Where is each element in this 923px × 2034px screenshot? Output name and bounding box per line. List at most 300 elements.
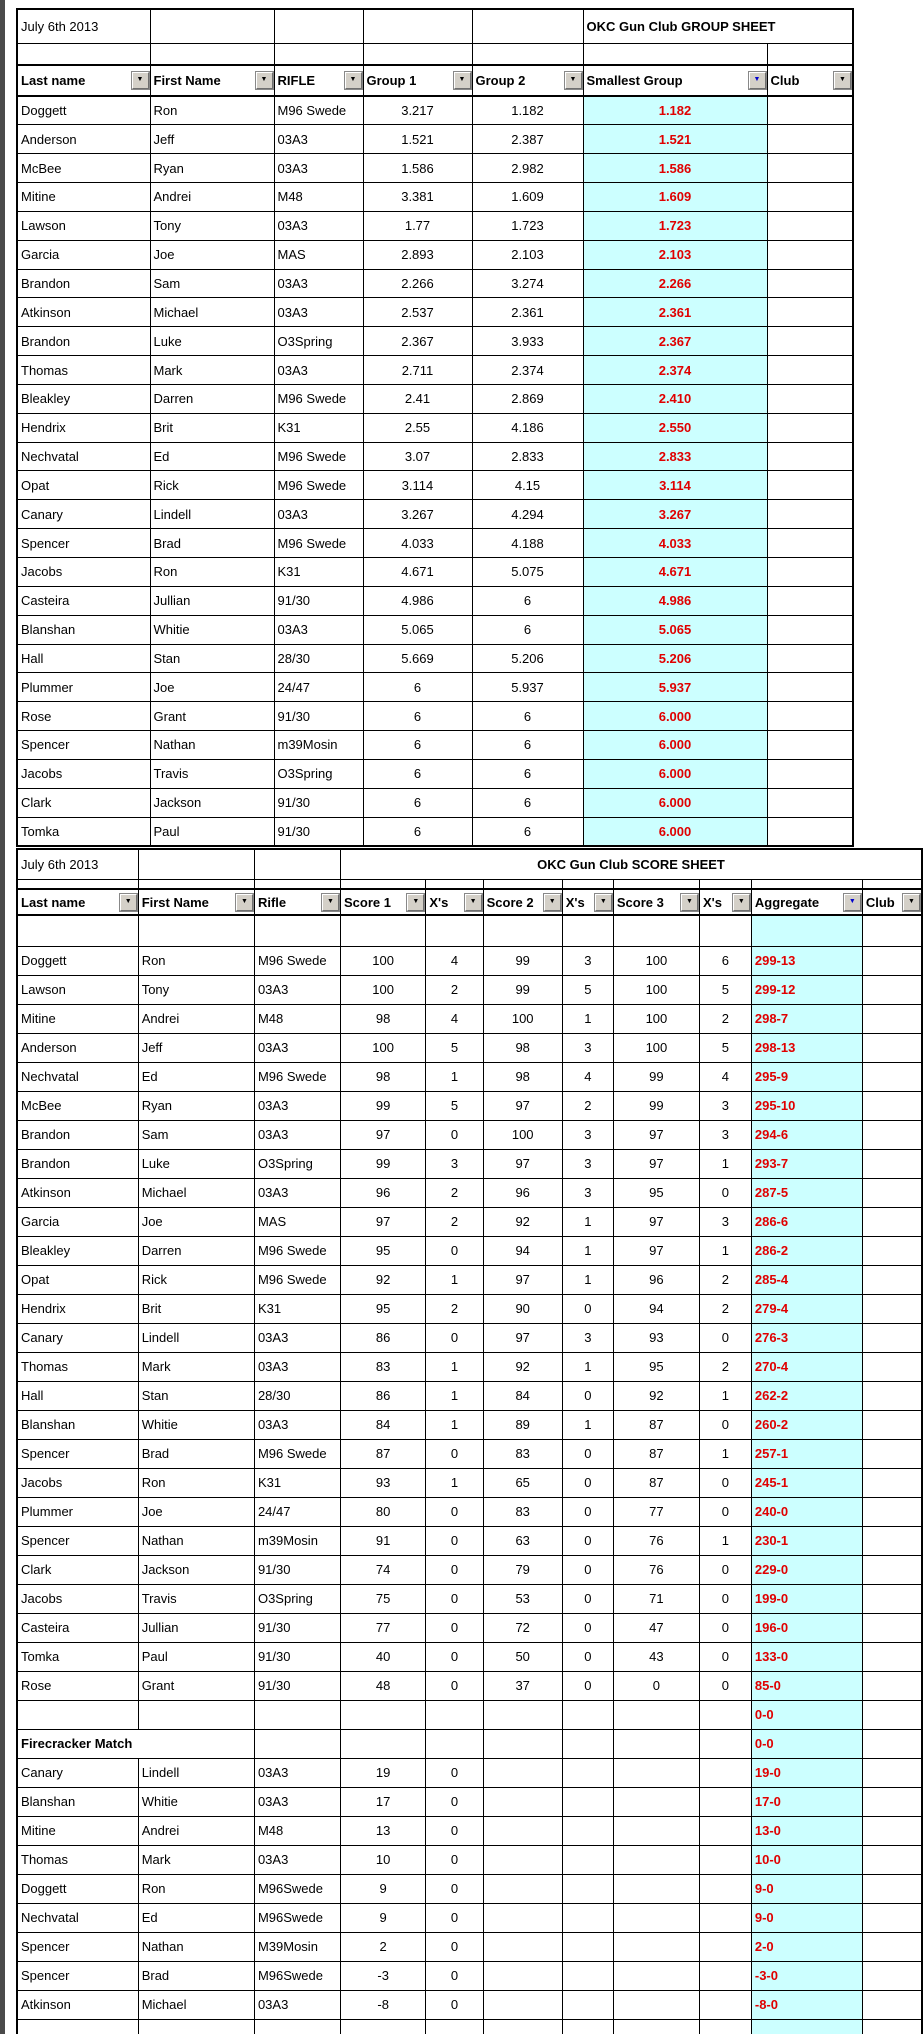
cell: Whitie [138,1410,254,1439]
score-sheet-date: July 6th 2013 [17,849,138,879]
cell: Brad [138,1439,254,1468]
table-row [17,1526,922,1555]
cell: Blanshan [17,615,150,644]
cell [862,1845,922,1874]
cell: 4.986 [583,586,767,615]
cell: 98 [340,1004,425,1033]
column-header-content [344,894,424,911]
cell: Ron [138,1468,254,1497]
cell: M48 [254,1816,340,1845]
cell: Rick [138,1265,254,1294]
cell: Bleakley [17,384,150,413]
cell [562,1874,613,1903]
cell: 5 [426,1033,483,1062]
column-header-label: Group 1 [366,73,417,88]
cell: 97 [613,1236,699,1265]
cell: 0 [426,1439,483,1468]
table-row [17,1671,922,1700]
column-header-label: Score 3 [616,894,664,910]
cell: 5.065 [363,615,472,644]
table-row [17,1468,922,1497]
cell: Lindell [138,1758,254,1787]
cell: Ed [150,442,274,471]
cell: Thomas [17,1845,138,1874]
cell: Andrei [138,1816,254,1845]
column-header-content [21,72,149,89]
cell: 100 [613,975,699,1004]
cell: 5.669 [363,644,472,673]
cell: 93 [613,1323,699,1352]
filter-arrow-icon[interactable]: ▼ [834,72,851,89]
cell: -3 [340,1961,425,1990]
filter-arrow-icon[interactable]: ▼ [454,72,471,89]
cell: -3-0 [751,1961,862,1990]
left-edge-strip [0,0,5,2034]
cell [699,1961,751,1990]
cell [862,1149,922,1178]
cell: Thomas [17,1352,138,1381]
cell: Rose [17,1671,138,1700]
column-header-club [767,65,853,96]
cell: Hall [17,644,150,673]
cell [426,2019,483,2034]
cell: Brit [138,1294,254,1323]
cell [613,1729,699,1758]
cell: Mark [138,1845,254,1874]
cell: 1.723 [472,211,583,240]
cell: 83 [483,1439,562,1468]
cell: 03A3 [274,154,363,183]
column-header-label: Smallest Group [586,73,683,88]
filter-arrow-icon[interactable]: ▼ [407,894,424,911]
cell: 4.294 [472,500,583,529]
cell: 3 [562,1033,613,1062]
cell: 9 [340,1874,425,1903]
table-row [17,1352,922,1381]
cell: Lawson [17,211,150,240]
cell [150,9,274,43]
filter-arrow-icon[interactable]: ▼ [322,894,339,911]
table-row [17,1294,922,1323]
cell: Atkinson [17,1178,138,1207]
cell [613,1845,699,1874]
filter-arrow-icon[interactable]: ▼ [681,894,698,911]
cell: 0 [426,1120,483,1149]
cell: 2.374 [472,356,583,385]
cell [862,1671,922,1700]
cell [562,1700,613,1729]
cell [767,471,853,500]
cell [613,1816,699,1845]
cell: 53 [483,1584,562,1613]
filter-arrow-icon[interactable]: ▼ [595,894,612,911]
filter-arrow-icon[interactable]: ▼ [465,894,482,911]
cell [562,1729,613,1758]
group-title-row [17,9,853,43]
cell: 5 [699,1033,751,1062]
cell: Nathan [138,1932,254,1961]
cell [613,1990,699,2019]
cell: 4.186 [472,413,583,442]
cell: 97 [483,1091,562,1120]
cell [767,788,853,817]
cell: 79 [483,1555,562,1584]
cell: 91 [340,1526,425,1555]
cell: Jacobs [17,759,150,788]
filter-arrow-icon[interactable]: ▼ [120,894,137,911]
group-header-row [17,65,853,96]
cell: 6 [363,788,472,817]
cell [483,1932,562,1961]
filter-arrow-icon[interactable]: ▼ [844,894,861,911]
cell: 2.367 [363,327,472,356]
cell [274,43,363,65]
cell: 2.711 [363,356,472,385]
cell: 10-0 [751,1845,862,1874]
cell: M96 Swede [254,1236,340,1265]
section-label: Firecracker Match [17,1729,254,1758]
cell: M96 Swede [274,384,363,413]
cell [483,1700,562,1729]
cell: 2.869 [472,384,583,413]
cell: 0 [426,1932,483,1961]
cell [562,1932,613,1961]
cell: 94 [483,1236,562,1265]
table-row [17,1207,922,1236]
filter-arrow-icon[interactable]: ▼ [749,72,766,89]
cell: 96 [340,1178,425,1207]
cell: 0 [562,1584,613,1613]
cell [862,1120,922,1149]
cell [699,1729,751,1758]
cell: 2 [426,1207,483,1236]
cell: K31 [274,413,363,442]
cell: 2.893 [363,240,472,269]
column-header-last-name [17,65,150,96]
cell: 6.000 [583,731,767,760]
cell [767,673,853,702]
cell: Opat [17,1265,138,1294]
cell: Casteira [17,586,150,615]
column-header-group-1 [363,65,472,96]
table-row [17,1410,922,1439]
cell [562,1845,613,1874]
cell: Brandon [17,1149,138,1178]
cell: 0 [426,1613,483,1642]
cell: Joe [150,240,274,269]
column-header-label: Last name [21,894,86,910]
cell [862,1178,922,1207]
table-row [17,471,853,500]
column-header-content [487,894,561,911]
cell: 4.033 [363,529,472,558]
cell [767,529,853,558]
cell: Anderson [17,125,150,154]
cell [254,2019,340,2034]
cell: 6 [363,702,472,731]
table-row [17,1497,922,1526]
cell: 0 [426,1787,483,1816]
cell: 99 [483,946,562,975]
cell [426,1700,483,1729]
cell [862,1729,922,1758]
cell: 99 [613,1062,699,1091]
cell: 0 [699,1584,751,1613]
cell: 299-13 [751,946,862,975]
cell: 48 [340,1671,425,1700]
column-header-score-2 [483,889,562,915]
cell: 286-6 [751,1207,862,1236]
cell: Darren [138,1236,254,1265]
table-row [17,586,853,615]
cell [340,915,425,946]
cell: Brandon [17,327,150,356]
cell: 5 [426,1091,483,1120]
cell: 97 [340,1120,425,1149]
cell: 0 [562,1439,613,1468]
cell: 1.586 [363,154,472,183]
cell [767,298,853,327]
cell: 1.723 [583,211,767,240]
cell: 77 [613,1497,699,1526]
cell [426,915,483,946]
cell: 3.07 [363,442,472,471]
cell: McBee [17,154,150,183]
cell: Nechvatal [17,1903,138,1932]
cell: 17-0 [751,1787,862,1816]
cell: Spencer [17,1961,138,1990]
cell: 47 [613,1613,699,1642]
filter-arrow-icon[interactable]: ▼ [565,72,582,89]
cell: Luke [150,327,274,356]
cell: Whitie [138,1787,254,1816]
score-sheet-title: OKC Gun Club SCORE SHEET [340,849,922,879]
cell [767,154,853,183]
column-header-last-name [17,889,138,915]
cell [862,1439,922,1468]
cell: 0 [699,1468,751,1497]
cell: 6 [472,817,583,846]
cell: 0 [426,1961,483,1990]
cell [483,1874,562,1903]
cell: 03A3 [274,211,363,240]
cell: Darren [150,384,274,413]
cell: -8 [340,1990,425,2019]
cell: 240-0 [751,1497,862,1526]
cell: 77 [340,1613,425,1642]
cell [562,915,613,946]
table-row [17,240,853,269]
cell: 1.77 [363,211,472,240]
column-header-content [154,72,273,89]
cell: Ryan [150,154,274,183]
cell: Casteira [17,1613,138,1642]
cell: M96 Swede [254,1265,340,1294]
table-row [17,1787,922,1816]
cell: 100 [613,1033,699,1062]
cell: 6 [472,788,583,817]
table-row [17,1323,922,1352]
filter-arrow-icon[interactable]: ▼ [345,72,362,89]
table-row [17,1265,922,1294]
cell: -8-0 [751,1990,862,2019]
column-header-smallest-group [583,65,767,96]
cell [767,43,853,65]
table-row [17,1729,922,1758]
cell: 0 [699,1613,751,1642]
column-header-x-s [562,889,613,915]
cell: 84 [340,1410,425,1439]
cell: 2 [340,1932,425,1961]
cell: 71 [613,1584,699,1613]
cell: 100 [613,946,699,975]
cell [862,1613,922,1642]
cell: 0 [426,1555,483,1584]
cell: 40 [340,1642,425,1671]
cell [483,1816,562,1845]
cell: 3.267 [363,500,472,529]
cell [767,183,853,212]
cell: Tony [150,211,274,240]
table-row [17,1062,922,1091]
cell: M96 Swede [254,1439,340,1468]
column-header-content [429,894,481,911]
cell: 0 [562,1468,613,1497]
column-header-content [771,72,852,89]
cell: Stan [150,644,274,673]
cell: 3.114 [583,471,767,500]
cell: Ron [138,1874,254,1903]
cell: 03A3 [254,1845,340,1874]
cell [862,1207,922,1236]
cell: 0 [426,1758,483,1787]
cell [699,1990,751,2019]
cell: Garcia [17,240,150,269]
cell: Nechvatal [17,1062,138,1091]
cell: Spencer [17,1526,138,1555]
cell: 03A3 [254,1323,340,1352]
cell: 2 [699,1352,751,1381]
cell: 3 [562,1323,613,1352]
filter-arrow-icon[interactable]: ▼ [256,72,273,89]
table-row [17,1700,922,1729]
cell: 3 [562,1178,613,1207]
cell: 2 [426,1294,483,1323]
column-header-x-s [426,889,483,915]
cell [767,211,853,240]
table-row [17,1903,922,1932]
filter-arrow-icon[interactable]: ▼ [132,72,149,89]
cell: Garcia [17,1207,138,1236]
cell: 3 [562,946,613,975]
cell: 2.374 [583,356,767,385]
column-header-label: Last name [21,73,86,88]
cell: Brad [138,1961,254,1990]
table-row [17,1120,922,1149]
table-row [17,731,853,760]
cell: 1 [426,1265,483,1294]
cell: MAS [254,1207,340,1236]
cell: 1 [562,1265,613,1294]
cell: 285-4 [751,1265,862,1294]
table-row [17,154,853,183]
column-header-rifle [274,65,363,96]
cell: 1 [426,1352,483,1381]
cell [767,240,853,269]
cell: Ron [138,946,254,975]
cell: 4 [562,1062,613,1091]
cell: 6 [363,817,472,846]
filter-arrow-icon[interactable]: ▼ [733,894,750,911]
table-row [17,125,853,154]
column-header-content [142,894,253,911]
cell [862,1381,922,1410]
cell: O3Spring [274,327,363,356]
cell: 3 [699,1207,751,1236]
cell: 260-2 [751,1410,862,1439]
cell: 10 [340,1845,425,1874]
cell: 6 [472,759,583,788]
filter-arrow-icon[interactable]: ▼ [544,894,561,911]
cell: Atkinson [17,1990,138,2019]
column-header-first-name [138,889,254,915]
cell: 279-4 [751,1294,862,1323]
cell: 9 [340,1903,425,1932]
cell: 2.367 [583,327,767,356]
cell: 6.000 [583,817,767,846]
cell: 0 [426,1671,483,1700]
cell [699,1845,751,1874]
cell: M96 Swede [254,1062,340,1091]
cell [862,1903,922,1932]
table-row [17,915,922,946]
score-title-row [17,849,922,879]
cell [254,1729,340,1758]
cell: Clark [17,1555,138,1584]
table-row [17,1642,922,1671]
cell: 91/30 [254,1642,340,1671]
cell [767,356,853,385]
column-header-group-2 [472,65,583,96]
cell: 95 [613,1178,699,1207]
cell [340,879,425,889]
cell: 6.000 [583,702,767,731]
cell: Ryan [138,1091,254,1120]
cell: Spencer [17,731,150,760]
cell: Nechvatal [17,442,150,471]
column-header-score-3 [613,889,699,915]
cell [862,915,922,946]
cell [483,1990,562,2019]
cell: 76 [613,1526,699,1555]
cell [254,879,340,889]
cell: M96 Swede [254,946,340,975]
cell [767,125,853,154]
cell: 0 [426,1845,483,1874]
table-row [17,183,853,212]
cell [862,1874,922,1903]
cell: Mitine [17,183,150,212]
cell: 2.266 [363,269,472,298]
cell: 5.937 [472,673,583,702]
filter-arrow-icon[interactable]: ▼ [903,894,920,911]
cell: 0 [426,1874,483,1903]
cell: Jacobs [17,1584,138,1613]
cell: Jeff [138,1033,254,1062]
filter-arrow-icon[interactable]: ▼ [236,894,253,911]
cell: 2.982 [472,154,583,183]
cell [862,1990,922,2019]
